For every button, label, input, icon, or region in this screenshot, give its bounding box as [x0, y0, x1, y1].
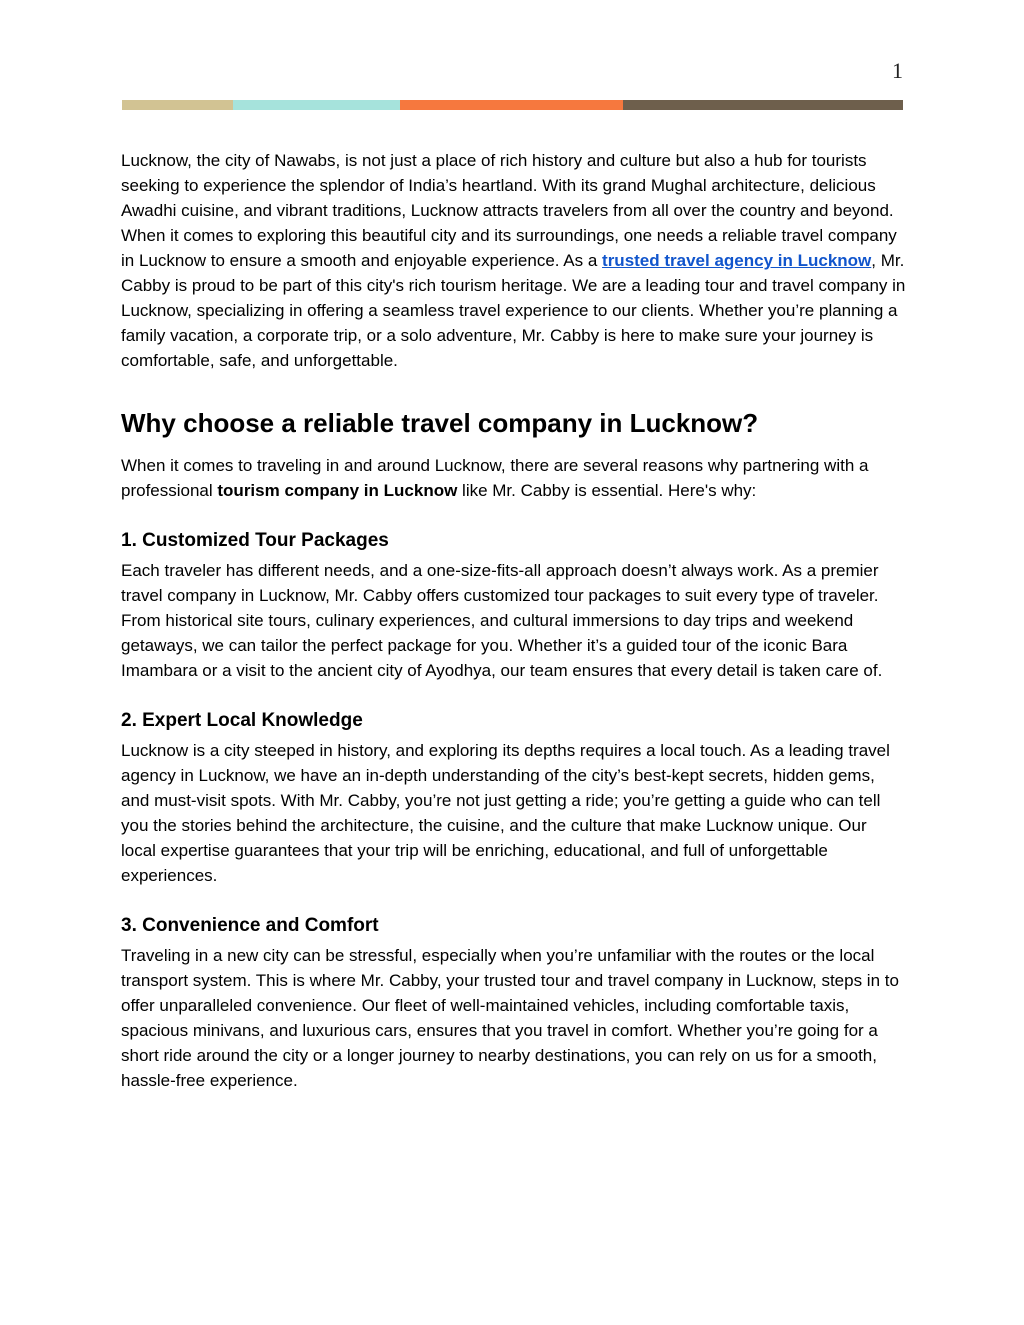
header-color-bar [122, 100, 903, 110]
section-body-local-knowledge: Lucknow is a city steeped in history, and exploring its depths requires a local touch. As a leading travel agency in Lucknow, we have an in-depth understanding of the city’s best-kept secrets, hidden gems, and must-visit spots. With Mr. Cabby, you’re not just getting a ride; you’re getting a guide who can tell you the stories behind the architecture, the cuisine, and the culture that make Lucknow unique. Our local expertise guarantees that your trip will be enriching, educational, and full of unforgettable experiences. [121, 741, 890, 885]
lead-text-2: like Mr. Cabby is essential. Here's why: [457, 481, 757, 500]
intro-text-1: Lucknow, the city of Nawabs, is not just a place of rich history and culture but also a hub for tourists seeking to experience the splendor of India’s heartland. With its grand Mughal architecture, delicious Awadhi cuisine, and vibrant traditions, Lucknow attracts travelers from all over the country and beyond. When it comes to exploring this beautiful city and its surroundings, one needs a reliable travel company in Lucknow to ensure a smooth and enjoyable experience. As a [121, 151, 897, 270]
page-number: 1 [892, 58, 903, 83]
trusted-travel-agency-link[interactable]: trusted travel agency in Lucknow [602, 251, 872, 270]
why-choose-lead [121, 453, 906, 503]
intro-paragraph [121, 148, 906, 373]
section-heading-convenience: 3. Convenience and Comfort [121, 915, 379, 936]
intro-text-2: , Mr. Cabby is proud to be part of this city's rich tourism heritage. We are a leading tour and travel company in Lucknow, specializing in offering a seamless travel experience to our clients. Whether you’re planning a family vacation, a corporate trip, or a solo adventure, Mr. Cabby is here to make sure your journey is comfortable, safe, and unforgettable. [121, 251, 906, 370]
lead-bold-text: tourism company in Lucknow [217, 481, 458, 500]
color-bar-segment-aqua [233, 100, 400, 110]
section-body-convenience: Traveling in a new city can be stressful, especially when you’re unfamiliar with the routes or the local transport system. This is where Mr. Cabby, your trusted tour and travel company in Lucknow, steps in to offer unparalleled convenience. Our fleet of well-maintained vehicles, including comfortable taxis, spacious minivans, and luxurious cars, ensures that you travel in comfort. Whether you’re going for a short ride around the city or a longer journey to nearby destinations, you can rely on us for a smooth, hassle-free experience. [121, 946, 899, 1090]
color-bar-segment-orange [400, 100, 623, 110]
why-choose-heading: Why choose a reliable travel company in Lucknow? [121, 408, 759, 438]
section-body-customized-tours: Each traveler has different needs, and a one-size-fits-all approach doesn’t always work. As a premier travel company in Lucknow, Mr. Cabby offers customized tour packages to suit every type of traveler. From historical site tours, culinary experiences, and cultural immersions to day trips and weekend getaways, we can tailor the perfect package for you. Whether it’s a guided tour of the iconic Bara Imambara or a visit to the ancient city of Ayodhya, our team ensures that every detail is taken care of. [121, 561, 883, 680]
lead-text-1: When it comes to traveling in and around Lucknow, there are several reasons why partnering with a professional [121, 456, 869, 500]
section-heading-customized-tours: 1. Customized Tour Packages [121, 530, 389, 551]
color-bar-segment-brown [623, 100, 903, 110]
section-heading-local-knowledge: 2. Expert Local Knowledge [121, 710, 363, 731]
color-bar-segment-tan [122, 100, 233, 110]
document-body [121, 148, 906, 1093]
